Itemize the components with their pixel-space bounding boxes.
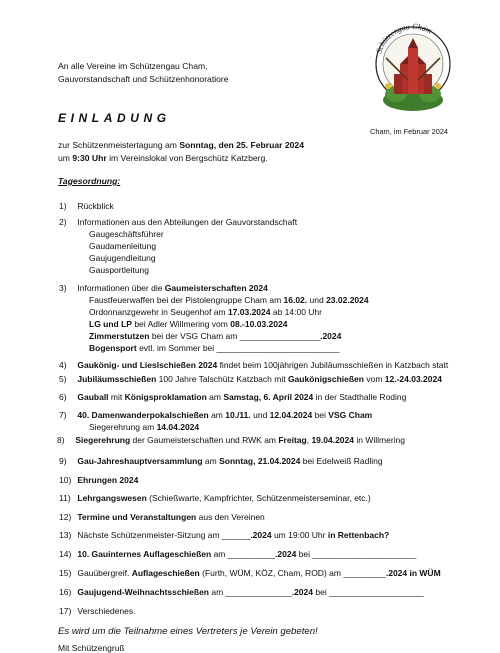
recipient-line: Gauvorstandschaft und Schützenhonoratiore: [58, 74, 229, 84]
intro-line-1: zur Schützenmeistertagung am Sonntag, den 25. Februar 2024: [58, 140, 304, 150]
agenda-item-11: 11) Lehrgangswesen (Schießwarte, Kampfrichter, Schützenmeisterseminar, etc.): [59, 493, 371, 503]
date-place: Cham, im Februar 2024: [370, 127, 449, 136]
agenda-item-15: 15) Gauübergreif. Auflageschießen (Furth, WÜM, KÖZ, Cham, ROD) am _________.2024 in WÜM: [59, 568, 441, 578]
meeting-time: 9:30 Uhr: [72, 152, 107, 163]
agenda-subitem: Siegerehrung am 14.04.2024: [89, 422, 200, 432]
agenda-item-7: 7) 40. Damenwanderpokalschießen am 10./11. und 12.04.2024 bei VSG Cham: [59, 410, 373, 420]
agenda-item-3: 3) Informationen über die Gaumeisterschaften 2024: [59, 283, 268, 293]
agenda-item-12: 12) Termine und Veranstaltungen aus den Vereinen: [59, 512, 265, 522]
agenda-item-16: 16) Gaujugend-Weihnachtsschießen am ______________.2024 bei ____________________: [59, 587, 424, 597]
agenda-subitem: Gaujugendleitung: [89, 253, 156, 263]
agenda-subitem: Gaudamenleitung: [89, 241, 157, 251]
recipients-block: [58, 60, 229, 86]
agenda-item-14: 14) 10. Gauinternes Auflageschießen am __________.2024 bei ______________________: [59, 549, 417, 559]
closing-request: Es wird um die Teilnahme eines Vertreters je Verein gebeten!: [58, 626, 318, 637]
svg-text:Schützengau Cham: Schützengau Cham: [374, 21, 434, 55]
agenda-subitem: LG und LP bei Adler Willmering vom 08.-10.03.2024: [89, 319, 288, 329]
agenda-item-13: 13) Nächste Schützenmeister-Sitzung am ______.2024 um 19:00 Uhr in Rettenbach?: [59, 530, 390, 540]
agenda-item-5: 5) Jubiläumsschießen 100 Jahre Talschütz Katzbach mit Gaukönigschießen vom 12.-24.03.2024: [59, 374, 442, 384]
agenda-item-17: 17) Verschiedenes.: [59, 606, 136, 616]
schuetzengau-cham-logo: [368, 18, 458, 123]
agenda-subitem: Faustfeuerwaffen bei der Pistolengruppe Cham am 16.02. und 23.02.2024: [89, 295, 369, 305]
agenda-item-2: 2) Informationen aus den Abteilungen der Gauvorstandschaft: [59, 217, 298, 227]
agenda-heading: Tagesordnung:: [58, 176, 121, 186]
meeting-date: Sonntag, den 25. Februar 2024: [179, 140, 304, 150]
agenda-item-1: 1) Rückblick: [59, 201, 114, 211]
recipient-line: An alle Vereine im Schützengau Cham,: [58, 61, 208, 71]
agenda-subitem: Gaugeschäftsführer: [89, 229, 164, 239]
greeting: Mit Schützengruß: [58, 643, 125, 653]
agenda-item-8: 8) Siegerehrung der Gaumeisterschaften und RWK am Freitag, 19.04.2024 in Willmering: [57, 435, 405, 445]
agenda-item-4: 4) Gaukönig- und Lieslschießen 2024 findet beim 100jährigen Jubiläumsschießen in Katzbach statt: [59, 360, 449, 370]
intro-line-2: um 9:30 Uhr im Vereinslokal von Bergschütz Katzberg.: [58, 152, 268, 163]
agenda-subitem: Bogensport evtl. im Sommer bei __________________________: [89, 343, 340, 353]
agenda-subitem: Ordonnanzgewehr in Seugenhof am 17.03.2024 ab 14:00 Uhr: [89, 307, 322, 317]
agenda-item-9: 9) Gau-Jahreshauptversammlung am Sonntag, 21.04.2024 bei Edelweiß Radling: [59, 456, 383, 466]
document-title: EINLADUNG: [58, 111, 171, 125]
intro-text: [58, 139, 304, 164]
agenda-item-6: 6) Gauball mit Königsproklamation am Samstag, 6. April 2024 in der Stadthalle Roding: [59, 392, 407, 402]
agenda-item-10: 10) Ehrungen 2024: [59, 475, 139, 485]
agenda-subitem: Zimmerstutzen bei der VSG Cham am _________________.2024: [89, 331, 342, 341]
agenda-subitem: Gausportleitung: [89, 265, 150, 275]
